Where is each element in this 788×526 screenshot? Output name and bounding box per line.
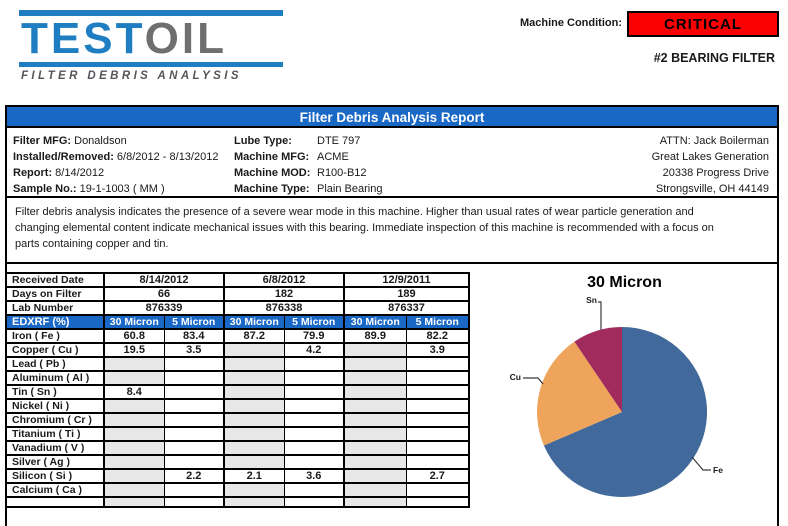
edxrf-value-cell xyxy=(344,497,406,507)
info-value: DTE 797 xyxy=(317,135,361,147)
edxrf-value-cell xyxy=(406,413,469,427)
element-row xyxy=(6,329,469,343)
edxrf-table xyxy=(5,272,470,508)
edxrf-value-cell: 2.7 xyxy=(406,469,469,483)
edxrf-value-cell xyxy=(164,413,224,427)
table-row-received-date xyxy=(6,273,469,287)
filter-title: #2 BEARING FILTER xyxy=(653,51,775,65)
element-name: Aluminum ( Al ) xyxy=(6,371,104,385)
info-label: Machine MOD: xyxy=(234,167,311,179)
edxrf-value-cell xyxy=(104,357,164,371)
edxrf-value-cell xyxy=(344,483,406,497)
edxrf-value-cell xyxy=(224,357,284,371)
edxrf-value-cell xyxy=(164,427,224,441)
testoil-logo xyxy=(19,10,283,82)
edxrf-value-cell xyxy=(406,357,469,371)
edxrf-value-cell xyxy=(164,385,224,399)
element-row xyxy=(6,385,469,399)
edxrf-value-cell: 79.9 xyxy=(284,329,344,343)
edxrf-value-cell xyxy=(406,399,469,413)
info-line xyxy=(13,149,218,165)
edxrf-value-cell xyxy=(104,483,164,497)
machine-condition-value: CRITICAL xyxy=(664,15,742,33)
fe-leader-line xyxy=(692,457,711,470)
edxrf-value-cell xyxy=(104,497,164,507)
table-row-lab-number xyxy=(6,301,469,315)
logo-word-test: TEST xyxy=(21,14,145,63)
edxrf-value-cell xyxy=(284,441,344,455)
edxrf-value-cell: 87.2 xyxy=(224,329,284,343)
edxrf-value-cell: 2.2 xyxy=(164,469,224,483)
summary-section xyxy=(7,198,777,264)
meta-label: Days on Filter xyxy=(6,287,104,301)
edxrf-value-cell xyxy=(284,385,344,399)
info-line xyxy=(234,181,382,197)
info-line xyxy=(234,133,382,149)
slice-label-fe: Fe xyxy=(713,465,723,475)
meta-value: 189 xyxy=(344,287,469,301)
edxrf-value-cell: 89.9 xyxy=(344,329,406,343)
info-value: 8/14/2012 xyxy=(55,167,105,179)
edxrf-value-cell xyxy=(284,497,344,507)
subcol-header: 30 Micron xyxy=(224,315,284,329)
edxrf-value-cell xyxy=(284,371,344,385)
meta-value: 876339 xyxy=(104,301,224,315)
subcol-header: 30 Micron xyxy=(104,315,164,329)
edxrf-value-cell xyxy=(6,497,104,507)
meta-value: 6/8/2012 xyxy=(224,273,344,287)
edxrf-value-cell xyxy=(224,399,284,413)
element-name: Copper ( Cu ) xyxy=(6,343,104,357)
meta-value: 876338 xyxy=(224,301,344,315)
edxrf-body xyxy=(6,273,469,507)
slice-label-sn: Sn xyxy=(586,295,597,305)
edxrf-value-cell xyxy=(164,371,224,385)
element-name: Vanadium ( V ) xyxy=(6,441,104,455)
edxrf-value-cell xyxy=(344,441,406,455)
element-name: Silicon ( Si ) xyxy=(6,469,104,483)
edxrf-value-cell: 4.2 xyxy=(284,343,344,357)
pie-chart-svg xyxy=(470,268,779,526)
edxrf-value-cell xyxy=(224,497,284,507)
edxrf-value-cell xyxy=(104,455,164,469)
info-value: Plain Bearing xyxy=(317,183,383,195)
info-middle-column xyxy=(234,133,382,197)
info-label: Filter MFG: xyxy=(13,135,72,147)
element-row xyxy=(6,455,469,469)
edxrf-value-cell: 3.5 xyxy=(164,343,224,357)
element-name: Calcium ( Ca ) xyxy=(6,483,104,497)
edxrf-value-cell xyxy=(284,427,344,441)
info-value: 19-1-1003 ( MM ) xyxy=(79,183,165,195)
edxrf-header-label: EDXRF (%) xyxy=(6,315,104,329)
edxrf-value-cell xyxy=(164,455,224,469)
meta-value: 8/14/2012 xyxy=(104,273,224,287)
edxrf-value-cell xyxy=(164,483,224,497)
edxrf-value-cell xyxy=(344,413,406,427)
element-row xyxy=(6,399,469,413)
edxrf-value-cell xyxy=(224,455,284,469)
cu-leader-line xyxy=(523,378,543,384)
edxrf-value-cell xyxy=(104,441,164,455)
edxrf-value-cell xyxy=(406,497,469,507)
edxrf-value-cell: 60.8 xyxy=(104,329,164,343)
edxrf-value-cell xyxy=(344,427,406,441)
element-name: Lead ( Pb ) xyxy=(6,357,104,371)
logo-wordmark xyxy=(19,16,283,62)
meta-value: 66 xyxy=(104,287,224,301)
info-line xyxy=(234,149,382,165)
element-name: Titanium ( Ti ) xyxy=(6,427,104,441)
edxrf-value-cell: 3.6 xyxy=(284,469,344,483)
subcol-header: 5 Micron xyxy=(164,315,224,329)
edxrf-value-cell xyxy=(406,385,469,399)
edxrf-value-cell xyxy=(344,357,406,371)
report-title-bar xyxy=(7,107,777,128)
meta-value: 182 xyxy=(224,287,344,301)
edxrf-value-cell xyxy=(406,427,469,441)
edxrf-value-cell xyxy=(164,399,224,413)
chart-title: 30 Micron xyxy=(587,274,662,291)
table-row-edxrf-header xyxy=(6,315,469,329)
element-row xyxy=(6,413,469,427)
edxrf-value-cell xyxy=(406,441,469,455)
info-label: Machine MFG: xyxy=(234,151,310,163)
info-value: Donaldson xyxy=(74,135,127,147)
logo-word-oil: OIL xyxy=(144,14,227,63)
edxrf-value-cell xyxy=(344,455,406,469)
edxrf-value-cell: 83.4 xyxy=(164,329,224,343)
element-name: Iron ( Fe ) xyxy=(6,329,104,343)
element-name: Silver ( Ag ) xyxy=(6,455,104,469)
edxrf-value-cell xyxy=(284,455,344,469)
meta-label: Received Date xyxy=(6,273,104,287)
edxrf-value-cell: 8.4 xyxy=(104,385,164,399)
info-left-column xyxy=(13,133,218,197)
edxrf-value-cell xyxy=(104,413,164,427)
element-name: Chromium ( Cr ) xyxy=(6,413,104,427)
edxrf-value-cell xyxy=(164,441,224,455)
element-row xyxy=(6,357,469,371)
edxrf-value-cell xyxy=(224,413,284,427)
element-row-cutoff xyxy=(6,497,469,507)
edxrf-value-cell xyxy=(344,469,406,483)
edxrf-value-cell xyxy=(284,483,344,497)
edxrf-value-cell xyxy=(406,371,469,385)
info-value: 6/8/2012 - 8/13/2012 xyxy=(116,151,219,163)
logo-tagline: FILTER DEBRIS ANALYSIS xyxy=(21,70,242,82)
info-label: Installed/Removed: xyxy=(13,151,114,163)
element-row xyxy=(6,371,469,385)
info-line xyxy=(13,133,218,149)
machine-condition-label: Machine Condition: xyxy=(519,17,622,29)
slice-label-cu: Cu xyxy=(509,372,521,382)
attn-line: ATTN: Jack Boilerman xyxy=(659,135,769,147)
company-line: Great Lakes Generation xyxy=(651,151,769,163)
element-row xyxy=(6,343,469,357)
element-row xyxy=(6,469,469,483)
info-label: Lube Type: xyxy=(234,135,292,147)
subcol-header: 5 Micron xyxy=(406,315,469,329)
edxrf-value-cell xyxy=(224,385,284,399)
edxrf-value-cell xyxy=(406,483,469,497)
subcol-header: 5 Micron xyxy=(284,315,344,329)
edxrf-value-cell xyxy=(284,413,344,427)
edxrf-value-cell xyxy=(224,371,284,385)
info-right-column xyxy=(652,133,769,197)
info-line xyxy=(13,181,218,197)
edxrf-value-cell: 82.2 xyxy=(406,329,469,343)
element-row xyxy=(6,441,469,455)
edxrf-value-cell xyxy=(406,455,469,469)
element-name: Tin ( Sn ) xyxy=(6,385,104,399)
info-line xyxy=(234,165,382,181)
machine-condition-badge xyxy=(627,11,779,37)
edxrf-value-cell: 19.5 xyxy=(104,343,164,357)
element-row xyxy=(6,483,469,497)
meta-value: 12/9/2011 xyxy=(344,273,469,287)
edxrf-value-cell xyxy=(104,427,164,441)
edxrf-value-cell xyxy=(104,469,164,483)
edxrf-value-cell xyxy=(224,483,284,497)
edxrf-value-cell: 3.9 xyxy=(406,343,469,357)
element-name: Nickel ( Ni ) xyxy=(6,399,104,413)
report-title: Filter Debris Analysis Report xyxy=(299,110,485,125)
edxrf-value-cell xyxy=(344,371,406,385)
edxrf-value-cell xyxy=(224,427,284,441)
table-row-days-on-filter xyxy=(6,287,469,301)
element-row xyxy=(6,427,469,441)
info-label: Machine Type: xyxy=(234,183,310,195)
pie-chart-30-micron xyxy=(470,268,779,526)
edxrf-value-cell: 2.1 xyxy=(224,469,284,483)
summary-text: Filter debris analysis indicates the presence of a severe wear mode in this machine. Higher than usual rates of wear particle generation and changing elemental content indicate mechanical issues with this bearing. Immediate inspection of this machine is recommended with a focus on parts containing copper and tin. xyxy=(15,206,714,250)
edxrf-value-cell xyxy=(224,441,284,455)
info-label: Sample No.: xyxy=(13,183,77,195)
info-label: Report: xyxy=(13,167,53,179)
sn-leader-line xyxy=(598,302,601,330)
address-line: 20338 Progress Drive xyxy=(662,167,769,179)
meta-label: Lab Number xyxy=(6,301,104,315)
city-line: Strongsville, OH 44149 xyxy=(655,183,769,195)
meta-value: 876337 xyxy=(344,301,469,315)
edxrf-value-cell xyxy=(284,357,344,371)
subcol-header: 30 Micron xyxy=(344,315,406,329)
edxrf-value-cell xyxy=(104,371,164,385)
info-value: R100-B12 xyxy=(317,167,367,179)
info-value: ACME xyxy=(317,151,349,163)
edxrf-value-cell xyxy=(344,399,406,413)
edxrf-value-cell xyxy=(224,343,284,357)
edxrf-value-cell xyxy=(164,497,224,507)
edxrf-value-cell xyxy=(164,357,224,371)
edxrf-value-cell xyxy=(284,399,344,413)
info-section xyxy=(7,128,777,198)
info-line xyxy=(13,165,218,181)
edxrf-value-cell xyxy=(104,399,164,413)
edxrf-value-cell xyxy=(344,343,406,357)
edxrf-value-cell xyxy=(344,385,406,399)
